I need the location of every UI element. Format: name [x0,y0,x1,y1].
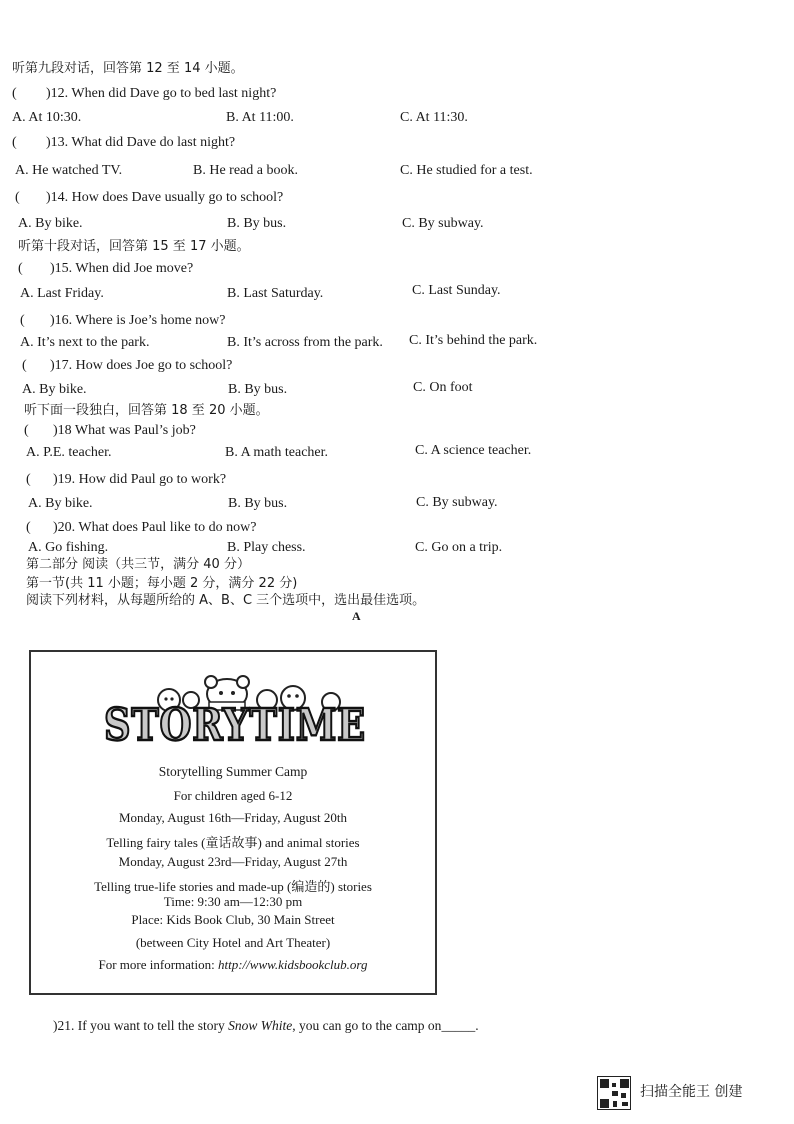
ad-ages: For children aged 6-12 [173,788,293,803]
q16-question: )16. Where is Joe’s home now? [50,313,226,328]
q14-question: )14. How does Dave usually go to school? [46,190,284,205]
q15-paren: ( [18,261,23,276]
banner-text: STORYTIME [104,700,366,751]
q13-paren: ( [12,135,17,150]
section-1-title: 第一节(共 11 小题；每小题 2 分，满分 22 分) [26,576,298,591]
q15-question: )15. When did Joe move? [50,261,194,276]
scanner-brand: 扫描全能王 创建 [640,1084,743,1100]
q17-question: )17. How does Joe go to school? [50,358,233,373]
q15-option-b: B. Last Saturday. [227,286,324,301]
q17-option-b: B. By bus. [228,382,288,397]
q13-option-b: B. He read a book. [193,163,298,178]
passage-letter: A [352,609,361,623]
q14-option-b: B. By bus. [227,216,287,231]
section-9-header: 听第九段对话，回答第 12 至 14 小题。 [12,61,244,76]
q16-paren: ( [20,313,25,328]
q12-option-a: A. At 10:30. [12,110,82,125]
q17-paren: ( [22,358,27,373]
q19-option-c: C. By subway. [416,495,498,510]
ad-place: Place: Kids Book Club, 30 Main Street [131,912,335,927]
storytime-banner [99,666,371,751]
q12-option-b: B. At 11:00. [226,110,294,125]
part-2-title: 第二部分 阅读（共三节，满分 40 分） [26,557,250,572]
q18-option-a: A. P.E. teacher. [26,445,112,460]
ad-week1-dates: Monday, August 16th—Friday, August 20th [119,810,347,825]
q21-question [53,1018,479,1034]
q13-option-a: A. He watched TV. [15,163,123,178]
q20-option-b: B. Play chess. [227,540,306,555]
q13-question: )13. What did Dave do last night? [46,135,236,150]
q21-suffix: , you can go to the camp on [292,1018,442,1033]
ad-week2-topic: Telling true-life stories and made-up (编造的) stories [94,879,372,894]
q18-paren: ( [24,423,29,438]
ad-time: Time: 9:30 am—12:30 pm [163,894,303,909]
q12-question: )12. When did Dave go to bed last night? [46,86,277,101]
q19-paren: ( [26,472,31,487]
q12-paren: ( [12,86,17,101]
q13-option-c: C. He studied for a test. [400,163,533,178]
q14-option-a: A. By bike. [18,216,83,231]
ad-info-label: For more information: [98,957,215,972]
ad-info-line [31,957,435,973]
qr-code-icon [597,1076,631,1110]
q15-option-a: A. Last Friday. [20,286,104,301]
q16-option-b: B. It’s across from the park. [227,335,383,350]
q14-option-c: C. By subway. [402,216,484,231]
q18-option-c: C. A science teacher. [415,443,532,458]
ad-week1-topic: Telling fairy tales (童话故事) and animal stories [106,835,360,850]
q21-prefix: )21. If you want to tell the story [53,1018,225,1033]
q20-question: )20. What does Paul like to do now? [53,520,257,535]
q20-option-a: A. Go fishing. [28,540,109,555]
ad-week2-dates: Monday, August 23rd—Friday, August 27th [118,854,348,869]
q19-option-b: B. By bus. [228,496,288,511]
q20-option-c: C. Go on a trip. [415,540,503,555]
storytelling-ad [29,650,437,995]
q21-blank: _____. [441,1018,479,1033]
q18-question: )18 What was Paul’s job? [53,423,196,438]
q20-paren: ( [26,520,31,535]
q17-option-c: C. On foot [413,380,473,395]
q17-option-a: A. By bike. [22,382,87,397]
q19-option-a: A. By bike. [28,496,93,511]
q19-question: )19. How did Paul go to work? [53,472,227,487]
ad-info-url[interactable]: http://www.kidsbookclub.org [218,957,368,972]
monologue-header: 听下面一段独白，回答第 18 至 20 小题。 [24,403,269,418]
q14-paren: ( [15,190,20,205]
q16-option-a: A. It’s next to the park. [20,335,150,350]
q18-option-b: B. A math teacher. [225,445,329,460]
q12-option-c: C. At 11:30. [400,110,468,125]
ad-title: Storytelling Summer Camp [158,764,308,779]
q16-option-c: C. It’s behind the park. [409,333,538,348]
q15-option-c: C. Last Sunday. [412,283,501,298]
q21-story-title: Snow White [228,1018,293,1033]
reading-instructions: 阅读下列材料，从每题所给的 A、B、C 三个选项中，选出最佳选项。 [26,593,426,608]
ad-between: (between City Hotel and Art Theater) [135,935,331,950]
section-10-header: 听第十段对话，回答第 15 至 17 小题。 [18,239,250,254]
